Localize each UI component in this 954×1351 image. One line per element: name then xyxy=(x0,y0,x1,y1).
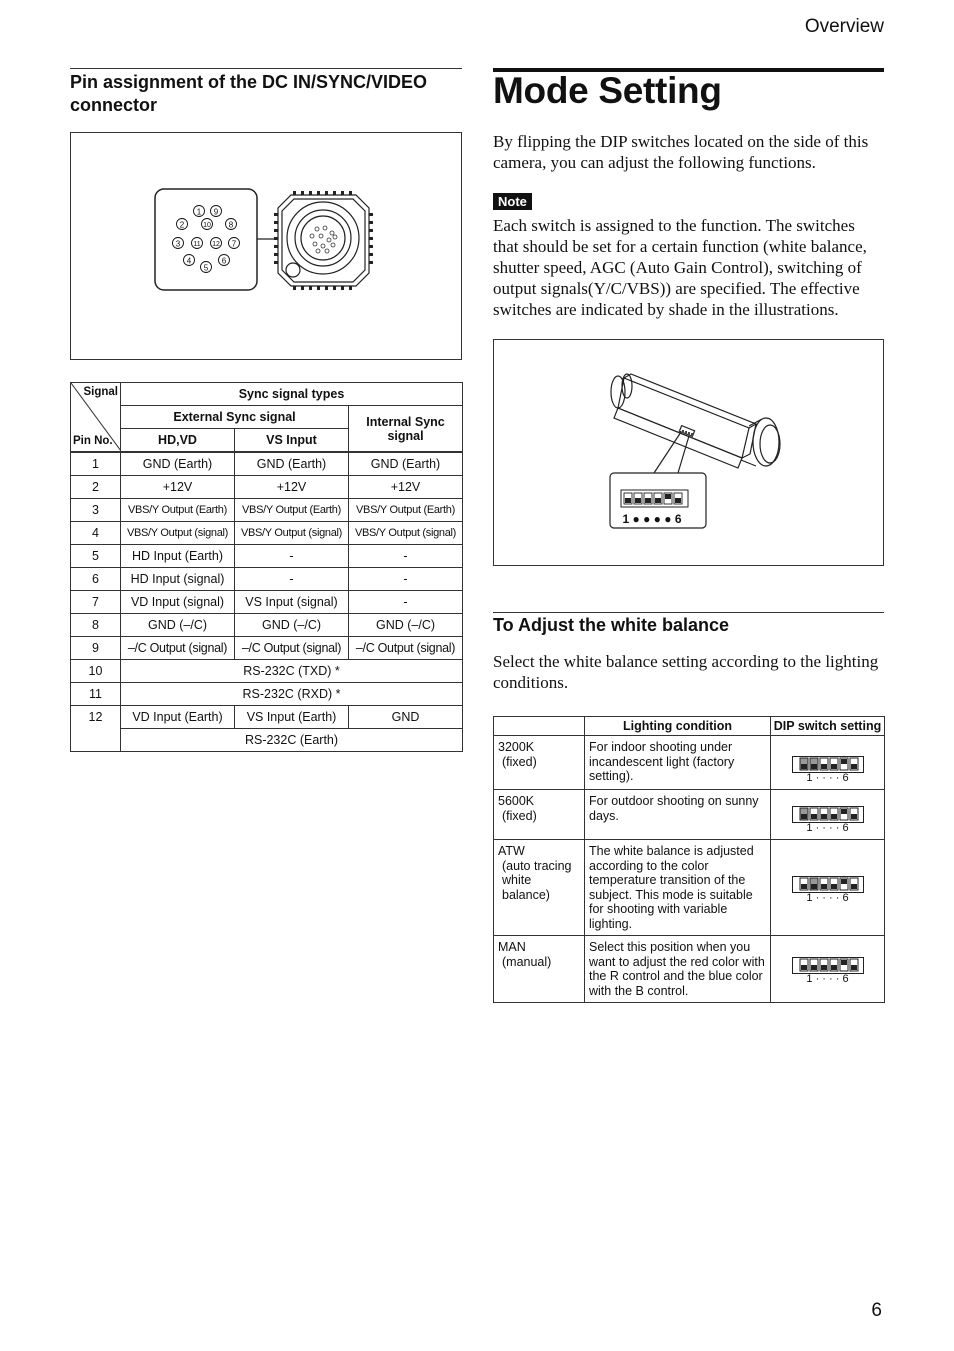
svg-text:7: 7 xyxy=(231,239,237,249)
svg-text:10: 10 xyxy=(203,222,211,229)
dip-knob-6 xyxy=(851,814,857,819)
corner-cell xyxy=(71,383,121,453)
wb-mode-sub: (fixed) xyxy=(502,808,537,823)
wb-mode: 3200K xyxy=(498,740,535,754)
wb-condition-header: Lighting condition xyxy=(585,717,771,736)
dip-knob-3 xyxy=(821,884,827,889)
table-row: 5 HD Input (Earth) - - xyxy=(71,545,463,568)
dip-knob-2 xyxy=(811,764,817,769)
table-row: 7 VD Input (signal) VS Input (signal) - xyxy=(71,591,463,614)
svg-text:3: 3 xyxy=(175,239,181,249)
table-row: 8 GND (–/C) GND (–/C) GND (–/C) xyxy=(71,614,463,637)
camera-illustration xyxy=(494,340,883,565)
connector-body xyxy=(278,195,369,286)
table-row xyxy=(494,840,885,936)
svg-text:2: 2 xyxy=(179,220,185,230)
wb-condition: Select this position when you want to adjust the red color with the R control and the blue color with the B control. xyxy=(585,936,771,1003)
connector-diagram xyxy=(71,133,461,359)
dip-knob-4 xyxy=(831,965,837,970)
svg-text:4: 4 xyxy=(186,256,192,266)
dip-knob-5 xyxy=(841,960,847,965)
wb-mode-header xyxy=(494,717,585,736)
wb-condition: For indoor shooting under incandescent light (factory setting). xyxy=(585,736,771,790)
camera-figure xyxy=(493,339,884,566)
dip-knob-4 xyxy=(831,764,837,769)
dip-switch-icon xyxy=(792,756,864,773)
dip-knob-4 xyxy=(831,884,837,889)
wb-intro: Select the white balance setting according to the lighting conditions. xyxy=(493,652,879,692)
table-row: 11 RS-232C (RXD) * xyxy=(71,683,463,706)
connector-figure xyxy=(70,132,462,360)
left-title-rule xyxy=(70,68,462,69)
dip-knob-1 xyxy=(801,965,807,970)
dip-knob-6 xyxy=(851,884,857,889)
table-row: 12 VD Input (Earth) VS Input (Earth) GND xyxy=(71,706,463,729)
camera-dip-label: 1 ● ● ● ● 6 xyxy=(622,512,682,526)
wb-dip-header: DIP switch setting xyxy=(771,717,885,736)
dip-knob-1 xyxy=(801,814,807,819)
wb-mode: 5600K xyxy=(498,794,535,808)
dip-knob-1 xyxy=(801,764,807,769)
svg-text:11: 11 xyxy=(193,241,201,248)
note-badge: Note xyxy=(493,193,532,210)
svg-text:5: 5 xyxy=(203,263,209,273)
table-row xyxy=(494,736,885,790)
wb-title-rule xyxy=(493,612,884,613)
svg-text:12: 12 xyxy=(212,241,220,248)
dip-label: 1 · · · · 6 xyxy=(806,772,849,784)
svg-text:6: 6 xyxy=(221,256,227,266)
table-row: 9 –/C Output (signal) –/C Output (signal) –/C Output (signal) xyxy=(71,637,463,660)
table-row: 10 RS-232C (TXD) * xyxy=(71,660,463,683)
dip-label: 1 · · · · 6 xyxy=(806,822,849,834)
page-title: Mode Setting xyxy=(493,70,722,111)
dip-knob-1 xyxy=(801,884,807,889)
dip-knob-6 xyxy=(851,965,857,970)
dip-knob-2 xyxy=(811,884,817,889)
dip-knob-5 xyxy=(841,809,847,814)
dip-knob-6 xyxy=(851,764,857,769)
wb-mode-sub: (manual) xyxy=(502,954,552,969)
white-balance-table xyxy=(493,716,885,1003)
internal-sync-header: Internal Sync signal xyxy=(349,406,463,453)
page-number: 6 xyxy=(871,1300,882,1321)
svg-text:1: 1 xyxy=(196,207,202,217)
wb-condition: The white balance is adjusted according to the color temperature transition of the subject. This mode is suitable for shooting with variable lighting. xyxy=(585,840,771,936)
dip-knob-3 xyxy=(821,764,827,769)
section-header: Overview xyxy=(804,16,884,37)
svg-text:9: 9 xyxy=(213,207,219,217)
intro-paragraph: By flipping the DIP switches located on the side of this camera, you can adjust the following functions. xyxy=(493,132,869,172)
pin-assignment-title: Pin assignment of the DC IN/SYNC/VIDEO connector xyxy=(70,72,428,115)
dip-knob-2 xyxy=(811,965,817,970)
wb-mode-sub: (fixed) xyxy=(502,754,537,769)
note-text: Each switch is assigned to the function. The switches that should be set for a certain function (white balance, shutter speed, AGC (Auto Gain Control), switching of output signals(Y/C/VBS)) are specified. The effective switches are indicated by shade in the illustrations. xyxy=(493,216,867,319)
vs-input-header: VS Input xyxy=(235,429,349,453)
dip-label: 1 · · · · 6 xyxy=(806,891,849,904)
sync-types-header: Sync signal types xyxy=(121,383,463,406)
dip-knob-4 xyxy=(831,814,837,819)
hdvd-header: HD,VD xyxy=(121,429,235,453)
wb-title: To Adjust the white balance xyxy=(493,615,730,635)
wb-mode: MAN xyxy=(498,940,526,954)
corner-signal: Signal xyxy=(83,386,118,398)
table-row: 6 HD Input (signal) - - xyxy=(71,568,463,591)
table-row: RS-232C (Earth) xyxy=(71,729,463,752)
dip-switch-icon xyxy=(792,876,864,893)
external-sync-header: External Sync signal xyxy=(121,406,349,429)
wb-mode-sub: (auto tracing white balance) xyxy=(502,858,572,902)
wb-mode: ATW xyxy=(498,844,525,858)
table-row xyxy=(494,790,885,840)
corner-pin-no: Pin No. xyxy=(73,435,113,447)
svg-text:8: 8 xyxy=(228,220,234,230)
pin-assignment-table xyxy=(70,382,463,752)
dip-knob-5 xyxy=(841,879,847,884)
dip-knob-5 xyxy=(841,759,847,764)
dip-switch-icon xyxy=(792,806,864,823)
table-row: 2 +12V +12V +12V xyxy=(71,476,463,499)
dip-knob-2 xyxy=(811,814,817,819)
dip-switch-icon xyxy=(792,957,864,974)
dip-label: 1 · · · · 6 xyxy=(806,973,849,985)
dip-knob-3 xyxy=(821,965,827,970)
dip-knob-3 xyxy=(821,814,827,819)
table-row: 4 VBS/Y Output (signal) VBS/Y Output (signal) VBS/Y Output (signal) xyxy=(71,522,463,545)
wb-condition: For outdoor shooting on sunny days. xyxy=(585,790,771,840)
table-row: 3 VBS/Y Output (Earth) VBS/Y Output (Earth) VBS/Y Output (Earth) xyxy=(71,499,463,522)
table-row: 1 GND (Earth) GND (Earth) GND (Earth) xyxy=(71,452,463,476)
table-row xyxy=(494,936,885,1003)
